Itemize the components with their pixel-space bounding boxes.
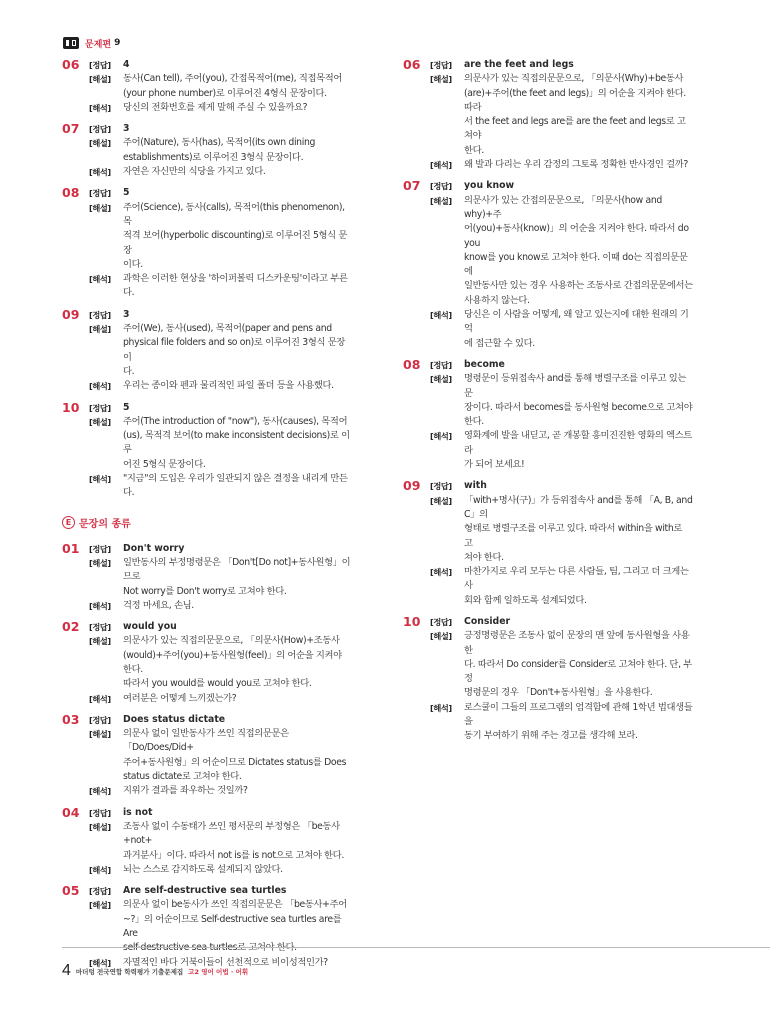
question-block <box>62 122 352 179</box>
question-number: 09 <box>403 478 421 494</box>
question-number: 09 <box>62 306 80 322</box>
explanation-text: 에 접근할 수 있다. <box>464 337 535 349</box>
row-tag: [해석] <box>430 160 452 171</box>
explanation-line <box>62 784 352 798</box>
explanation-line <box>403 565 693 594</box>
explanation-line <box>62 415 352 429</box>
explanation-text: 회와 함께 일하도록 설계되었다. <box>464 594 587 606</box>
explanation-text: 주어(Nature), 동사(has), 목적어(its own dining <box>123 137 316 149</box>
answer-line <box>403 179 693 193</box>
question-block <box>403 479 693 608</box>
explanation-line <box>62 272 352 301</box>
answer-line <box>62 122 352 136</box>
answer-text: become <box>464 358 505 370</box>
question-number: 01 <box>62 540 80 556</box>
explanation-line <box>62 913 352 942</box>
explanation-line <box>403 686 693 700</box>
explanation-line <box>62 429 352 458</box>
explanation-text: 한다. <box>464 416 484 428</box>
row-tag: [해설] <box>89 74 111 85</box>
question-number: 06 <box>403 57 421 72</box>
question-block <box>62 308 352 394</box>
row-tag: [해석] <box>89 693 111 704</box>
explanation-line <box>403 87 693 116</box>
row-tag: [해설] <box>89 636 111 647</box>
explanation-line <box>403 415 693 429</box>
question-number: 10 <box>403 613 421 629</box>
explanation-line <box>403 222 693 251</box>
explanation-line <box>403 115 693 144</box>
answer-line <box>62 884 352 898</box>
section-badge: E <box>62 516 75 529</box>
explanation-text: ~?」의 어순이므로 Self-destructive sea turtles are를 Are <box>123 913 342 940</box>
explanation-line <box>62 585 352 599</box>
explanation-text: 어진 5형식 문장이다. <box>123 458 206 470</box>
explanation-line <box>62 458 352 472</box>
question-number: 02 <box>62 619 80 635</box>
answer-line <box>403 479 693 493</box>
explanation-line <box>62 820 352 849</box>
answer-text: with <box>464 480 487 492</box>
answer-text: Don't worry <box>123 542 185 554</box>
answer-text: Does status dictate <box>123 713 226 725</box>
answer-tag: [정답] <box>89 309 111 320</box>
row-tag: [해설] <box>89 729 111 740</box>
explanation-line <box>403 294 693 308</box>
answer-text: Consider <box>464 615 511 627</box>
explanation-line <box>403 729 693 743</box>
explanation-text: 「with+명사(구)」가 등위접속사 and를 통해 「A, B, and C」의 <box>464 494 693 520</box>
explanation-text: 다. <box>123 365 135 377</box>
footer-subject: 고2 영어 어법 · 어휘 <box>188 967 249 976</box>
explanation-line <box>403 522 693 551</box>
explanation-line <box>62 379 352 393</box>
explanation-text: 의문사 없이 일반동사가 쓰인 직접의문문은 「Do/Does/Did+ <box>123 728 289 754</box>
answer-text: 3 <box>123 308 130 320</box>
explanation-line <box>62 72 352 86</box>
explanation-text: 긍정명령문은 조동사 없이 문장의 맨 앞에 동사원형을 사용한 <box>464 630 690 656</box>
explanation-line <box>403 494 693 523</box>
explanation-text: 형태로 병렬구조를 이루고 있다. 따라서 within을 with로 고 <box>464 523 683 549</box>
question-block <box>62 884 352 970</box>
row-tag: [해설] <box>430 495 452 506</box>
explanation-line <box>403 658 693 687</box>
explanation-text: 마찬가지로 우리 모두는 다른 사람들, 팀, 그리고 더 크게는 사 <box>464 566 689 592</box>
question-block <box>62 806 352 877</box>
explanation-text: establishments)로 이루어진 3형식 문장이다. <box>123 151 304 163</box>
explanation-line <box>403 401 693 415</box>
explanation-text <box>123 941 352 955</box>
question-block <box>62 186 352 300</box>
row-tag: [해석] <box>89 786 111 797</box>
answer-tag: [정답] <box>430 359 452 370</box>
question-number: 07 <box>62 121 80 137</box>
explanation-text: (would)+주어(you)+동사원형(feel)」의 어순을 지켜야 한다. <box>123 649 342 675</box>
explanation-text: 주어(We), 동사(used), 목적어(paper and pens and <box>123 323 332 335</box>
question-block <box>62 713 352 799</box>
answer-text: is not <box>123 806 153 818</box>
explanation-line <box>62 677 352 691</box>
question-number: 06 <box>62 57 80 72</box>
explanation-text: 적격 보어(hyperbolic discounting)로 이루어진 5형식 문장 <box>123 230 348 256</box>
explanation-line <box>62 322 352 336</box>
answer-tag: [정답] <box>89 886 111 897</box>
explanation-line <box>403 372 693 401</box>
explanation-text: 조동사 없이 수동태가 쓰인 평서문의 부정형은 「be동사+not+ <box>123 820 340 847</box>
explanation-text: 쳐야 한다. <box>464 551 504 563</box>
explanation-text: know를 you know로 고쳐야 한다. 이때 do는 직접의문문에 <box>464 251 688 278</box>
explanation-text: 의문사 없이 be동사가 쓰인 직접의문문은 「be동사+주어 <box>123 899 347 911</box>
question-number: 10 <box>62 399 80 415</box>
row-tag: [해석] <box>89 381 111 392</box>
row-tag: [해석] <box>89 474 111 485</box>
explanation-line <box>62 258 352 272</box>
question-number: 08 <box>403 356 421 372</box>
question-block <box>62 58 352 115</box>
answer-text: 5 <box>123 401 130 413</box>
question-number: 03 <box>62 711 80 727</box>
explanation-line <box>403 337 693 351</box>
explanation-line <box>62 634 352 648</box>
answer-line <box>403 358 693 372</box>
explanation-line <box>62 849 352 863</box>
explanation-line <box>62 863 352 877</box>
explanation-text: 일반동사만 있는 경우 사용하는 조동사로 간접의문문에서는 <box>464 280 693 292</box>
header-section: 문제편 <box>85 39 112 50</box>
explanation-text: 사용하지 않는다. <box>464 294 530 306</box>
answer-text: you know <box>464 180 515 192</box>
row-tag: [해석] <box>89 102 111 113</box>
footer-divider <box>62 947 770 948</box>
explanation-line <box>62 556 352 585</box>
explanation-line <box>62 365 352 379</box>
explanation-text: physical file folders and so on)로 이루어진 3형식 문장이 <box>123 337 345 363</box>
page-number: 4 <box>62 962 71 979</box>
answer-tag: [정답] <box>430 60 452 70</box>
explanation-line <box>62 136 352 150</box>
question-block <box>62 401 352 501</box>
row-tag: [해설] <box>89 821 111 832</box>
explanation-text: Not worry를 Don't worry로 고쳐야 한다. <box>123 585 287 597</box>
explanation-text: 명령문의 경우 「Don't+동사원형」을 사용한다. <box>464 687 653 699</box>
explanation-text: 왜 발과 다리는 우리 감정의 그토록 정확한 반사경인 걸까? <box>464 159 688 171</box>
explanation-line <box>403 551 693 565</box>
answer-line <box>403 58 693 72</box>
explanation-line <box>62 165 352 179</box>
explanation-text: 자멸적인 바다 거북이들이 선천적으로 비이성적인가? <box>123 956 328 968</box>
explanation-text: 어(you)+동사(know)」의 어순을 지켜야 한다. 따라서 do you <box>464 223 689 249</box>
explanation-line <box>62 770 352 784</box>
answer-line <box>62 620 352 634</box>
row-tag: [해설] <box>89 900 111 911</box>
question-number: 08 <box>62 185 80 201</box>
explanation-text: 이다. <box>123 258 143 270</box>
explanation-line <box>403 629 693 658</box>
explanation-line <box>62 756 352 770</box>
section-title: 문장의 종류 <box>79 518 131 530</box>
explanation-text: 지위가 결과를 좌우하는 것일까? <box>123 785 248 797</box>
explanation-text: 한다. <box>464 144 484 156</box>
answer-tag: [정답] <box>89 60 111 70</box>
row-tag: [해석] <box>430 702 452 713</box>
row-tag: [해석] <box>89 600 111 611</box>
explanation-text: 의문사가 있는 직접의문문으로, 「의문사(Why)+be동사 <box>464 73 684 85</box>
explanation-text: 걱정 마세요, 손님. <box>123 599 194 611</box>
answer-tag: [정답] <box>89 807 111 818</box>
explanation-text: 자연은 자신만의 식당을 가지고 있다. <box>123 166 266 178</box>
answer-tag: [정답] <box>430 181 452 192</box>
explanation-text: (your phone number)로 이루어진 4형식 문장이다. <box>123 87 327 99</box>
explanation-text: 따라서 you would를 would you로 고쳐야 한다. <box>123 678 312 690</box>
explanation-text: 다. 따라서 Do consider를 Consider로 고쳐야 한다. 단, 부정 <box>464 658 692 685</box>
answer-line <box>62 186 352 200</box>
row-tag: [해설] <box>89 416 111 427</box>
explanation-text: 일반동사의 부정명령문은 「Don't[Do not]+동사원형」이므로 <box>123 556 351 583</box>
right-column <box>403 58 693 751</box>
question-block <box>403 358 693 472</box>
explanation-line <box>62 898 352 912</box>
answer-tag: [정답] <box>430 616 452 627</box>
answer-line <box>62 806 352 820</box>
row-tag: [해설] <box>430 374 452 385</box>
answer-tag: [정답] <box>89 543 111 554</box>
explanation-line <box>403 194 693 223</box>
section-heading <box>62 515 352 530</box>
explanation-text: 동사(Can tell), 주어(you), 간접목적어(me), 직접목적어 <box>123 73 343 85</box>
explanation-line <box>62 201 352 230</box>
explanation-text: 영화계에 발을 내딛고, 곧 개봉할 흥미진진한 영화의 엑스트라 <box>464 430 692 456</box>
question-number: 07 <box>403 178 421 194</box>
explanation-text: 과학은 이러한 현상을 '하이퍼볼릭 디스카운팅'이라고 부른다. <box>123 273 348 299</box>
explanation-line <box>403 701 693 730</box>
explanation-line <box>62 87 352 101</box>
explanation-text: 동기 부여하기 위해 주는 경고를 생각해 보라. <box>464 730 638 742</box>
answer-tag: [정답] <box>89 188 111 199</box>
row-tag: [해설] <box>430 195 452 206</box>
explanation-text: 서 the feet and legs are를 are the feet and legs로 고쳐야 <box>464 116 686 142</box>
answer-text: Are self-destructive sea turtles <box>123 885 287 897</box>
explanation-text: 당신은 이 사람을 어떻게, 왜 알고 있는지에 대한 원래의 기억 <box>464 309 689 335</box>
explanation-text: "지금"의 도입은 우리가 일관되지 않은 결정을 내리게 만든다. <box>123 473 348 499</box>
explanation-line <box>403 72 693 86</box>
explanation-text: 가 되어 보세요! <box>464 459 525 471</box>
explanation-line <box>62 649 352 678</box>
explanation-text: 당신의 전화번호를 제게 말해 주실 수 있을까요? <box>123 101 308 113</box>
row-tag: [해설] <box>89 138 111 149</box>
explanation-line <box>62 101 352 115</box>
answer-text: are the feet and legs <box>464 59 574 70</box>
row-tag: [해석] <box>430 310 452 321</box>
row-tag: [해석] <box>430 567 452 578</box>
explanation-text: 의문사가 있는 직접의문문으로, 「의문사(How)+조동사 <box>123 635 340 647</box>
footer-book-title: 마더텅 전국연합 학력평가 기출문제집 <box>75 967 184 976</box>
question-number: 05 <box>62 883 80 899</box>
explanation-text: 뇌는 스스로 감지하도록 설계되지 않았다. <box>123 863 283 875</box>
explanation-line <box>403 158 693 172</box>
row-tag: [해설] <box>89 202 111 213</box>
page-header <box>63 36 120 50</box>
question-block <box>62 542 352 613</box>
left-column <box>62 58 352 977</box>
explanation-line <box>403 308 693 337</box>
question-block <box>403 615 693 744</box>
question-block <box>403 58 693 172</box>
answer-tag: [정답] <box>89 402 111 413</box>
row-tag: [해석] <box>89 274 111 285</box>
explanation-text: (are)+주어(the feet and legs)」의 어순을 지켜야 한다. 따라 <box>464 87 686 113</box>
answer-text: 5 <box>123 187 130 199</box>
explanation-line <box>403 251 693 280</box>
explanation-line <box>62 692 352 706</box>
row-tag: [해설] <box>430 74 452 85</box>
explanation-text: 과거분사」이다. 따라서 not is를 is not으로 고쳐야 한다. <box>123 849 344 861</box>
header-page-ref: 9 <box>114 38 121 48</box>
row-tag: [해설] <box>89 324 111 335</box>
answer-text: 4 <box>123 59 130 70</box>
answer-tag: [정답] <box>89 714 111 725</box>
explanation-line <box>62 727 352 756</box>
answer-line <box>62 58 352 72</box>
book-logo-icon <box>63 37 79 49</box>
explanation-text: 명령문이 등위접속사 and를 통해 병렬구조를 이루고 있는 문 <box>464 373 686 399</box>
row-tag: [해석] <box>89 167 111 178</box>
explanation-line <box>62 229 352 258</box>
explanation-text: 주어+동사원형」의 어순이므로 Dictates status를 Does <box>123 756 347 768</box>
answer-text: would you <box>123 621 177 633</box>
explanation-text: 의문사가 있는 간접의문문으로, 「의문사(how and why)+주 <box>464 194 662 220</box>
explanation-text: 우리는 종이와 펜과 물리적인 파일 폴더 등을 사용했다. <box>123 380 334 392</box>
question-block <box>62 620 352 706</box>
explanation-text: 주어(Science), 동사(calls), 목적어(this phenomenon), 목 <box>123 201 345 227</box>
explanation-text: 주어(The introduction of "now"), 동사(causes), 목적어 <box>123 415 348 427</box>
row-tag: [해설] <box>430 631 452 642</box>
question-number: 04 <box>62 804 80 820</box>
answer-line <box>62 401 352 415</box>
explanation-line <box>403 429 693 458</box>
row-tag: [해설] <box>89 557 111 568</box>
answer-tag: [정답] <box>430 481 452 492</box>
explanation-line <box>403 144 693 158</box>
explanation-text: 로스쿨이 그들의 프로그램의 엄격함에 관해 1학년 법대생들을 <box>464 701 693 728</box>
answer-line <box>62 308 352 322</box>
explanation-text: 장이다. 따라서 becomes를 동사원형 become으로 고쳐야 <box>464 401 693 413</box>
explanation-line <box>403 594 693 608</box>
answer-line <box>62 542 352 556</box>
explanation-text: status dictate로 고쳐야 한다. <box>123 771 242 783</box>
page-footer <box>62 962 248 980</box>
row-tag: [해석] <box>89 957 111 968</box>
explanation-line <box>62 599 352 613</box>
explanation-line <box>62 472 352 501</box>
explanation-line <box>62 336 352 365</box>
explanation-text: 여러분은 어떻게 느끼겠는가? <box>123 692 237 704</box>
answer-text: 3 <box>123 123 130 135</box>
question-block <box>403 179 693 351</box>
explanation-line <box>403 458 693 472</box>
explanation-line <box>62 151 352 165</box>
row-tag: [해석] <box>430 431 452 442</box>
row-tag: [해석] <box>89 864 111 875</box>
explanation-line <box>403 279 693 293</box>
answer-line <box>403 615 693 629</box>
explanation-line <box>62 941 352 955</box>
answer-tag: [정답] <box>89 622 111 633</box>
explanation-text: (us), 목적격 보어(to make inconsistent decisions)로 이루 <box>123 430 350 456</box>
answer-tag: [정답] <box>89 124 111 135</box>
answer-line <box>62 713 352 727</box>
